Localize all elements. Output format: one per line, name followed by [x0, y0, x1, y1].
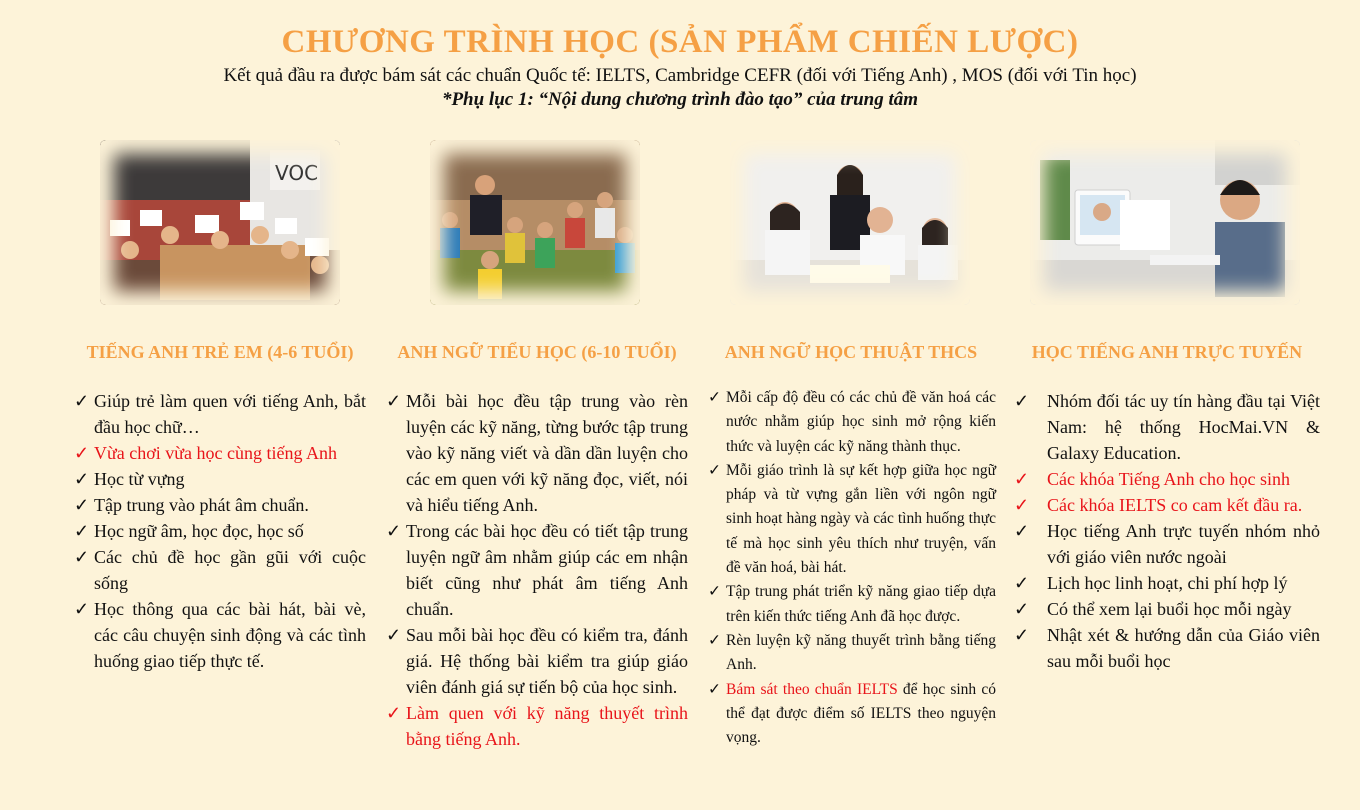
secondary-class-photo	[730, 140, 970, 305]
list-item	[386, 518, 688, 622]
list-item	[1014, 492, 1320, 518]
list-item	[74, 596, 366, 674]
appendix-note: *Phụ lục 1: “Nội dung chương trình đào tạo” của trung tâm	[441, 89, 919, 110]
highlight-text: Bám sát theo chuẩn IELTS	[726, 680, 898, 698]
list-item	[1014, 596, 1320, 622]
checkmark-icon: ✓	[708, 461, 721, 479]
list-item	[1014, 466, 1320, 492]
list-item-text: Học ngữ âm, học đọc, học số	[94, 521, 304, 541]
checkmark-icon: ✓	[1014, 391, 1030, 411]
column-heading-primary: ANH NGỮ TIỂU HỌC (6-10 TUỔI)	[397, 342, 677, 362]
list-item	[708, 459, 996, 580]
checkmark-icon: ✓	[74, 391, 90, 411]
list-item-text: Làm quen với kỹ năng thuyết trình bằng tiếng Anh.	[406, 703, 688, 749]
list-item	[386, 622, 688, 700]
list-item-text: Lịch học linh hoạt, chi phí hợp lý	[1047, 573, 1288, 593]
list-item-text: Giúp trẻ làm quen với tiếng Anh, bắt đầu học chữ…	[94, 391, 366, 437]
list-item	[74, 492, 366, 518]
page-subtitle: Kết quả đầu ra được bám sát các chuẩn Quốc tế: IELTS, Cambridge CEFR (đối với Tiếng Anh) , MOS (đối với Tin học)	[223, 65, 1137, 86]
page-title: CHƯƠNG TRÌNH HỌC (SẢN PHẨM CHIẾN LƯỢC)	[281, 24, 1079, 60]
checkmark-icon: ✓	[74, 599, 90, 619]
checkmark-icon: ✓	[708, 631, 721, 649]
checkmark-icon: ✓	[74, 443, 90, 463]
column-heading-kids: TIẾNG ANH TRẺ EM (4-6 TUỔI)	[86, 342, 354, 362]
list-item	[1014, 518, 1320, 570]
list-item	[1014, 388, 1320, 466]
list-item	[74, 388, 366, 440]
kids-class-photo	[100, 140, 340, 305]
list-item	[708, 629, 996, 678]
secondary-program-list	[708, 386, 996, 750]
list-item-text: Rèn luyện kỹ năng thuyết trình bằng tiếng Anh.	[726, 631, 996, 674]
list-item-text: Có thể xem lại buổi học mỗi ngày	[1047, 599, 1292, 619]
list-item	[1014, 622, 1320, 674]
column-heading-secondary: ANH NGỮ HỌC THUẬT THCS	[724, 342, 978, 362]
list-item-text: Mỗi giáo trình là sự kết hợp giữa học ngữ pháp và từ vựng gắn liền với ngôn ngữ sinh hoạt hàng ngày và các tình huống thực tế mà học sinh yêu thích như truyện, vấn đề văn hoá, bài hát.	[726, 461, 996, 577]
list-item-text: Trong các bài học đều có tiết tập trung luyện ngữ âm nhằm giúp các em nhận biết cũng như phát âm tiếng Anh chuẩn.	[406, 521, 688, 619]
column-heading-online: HỌC TIẾNG ANH TRỰC TUYẾN	[1031, 342, 1303, 362]
primary-program-list	[386, 388, 688, 752]
list-item-text: Mỗi cấp độ đều có các chủ đề văn hoá các nước nhằm giúp học sinh mở rộng kiến thức và luyện các kỹ năng thành thục.	[726, 389, 996, 455]
checkmark-icon: ✓	[386, 521, 402, 541]
list-item	[74, 544, 366, 596]
checkmark-icon: ✓	[708, 389, 721, 406]
checkmark-icon: ✓	[1014, 625, 1030, 645]
checkmark-icon: ✓	[1014, 573, 1030, 593]
list-item-text: Vừa chơi vừa học cùng tiếng Anh	[94, 443, 337, 463]
list-item	[708, 386, 996, 459]
checkmark-icon: ✓	[708, 583, 721, 601]
kids-program-list	[74, 388, 366, 674]
checkmark-icon: ✓	[1014, 495, 1030, 515]
list-item	[74, 518, 366, 544]
list-item-text: Nhật xét & hướng dẫn của Giáo viên sau mỗi buổi học	[1047, 625, 1320, 671]
checkmark-icon: ✓	[74, 521, 90, 541]
list-item	[74, 466, 366, 492]
list-item	[708, 580, 996, 629]
list-item-text: Sau mỗi bài học đều có kiểm tra, đánh giá. Hệ thống bài kiểm tra giúp giáo viên đánh giá sự tiến bộ của học sinh.	[406, 625, 688, 697]
list-item	[74, 440, 366, 466]
list-item-text: Nhóm đối tác uy tín hàng đầu tại Việt Nam: hệ thống HocMai.VN & Galaxy Education.	[1047, 391, 1320, 463]
header	[0, 22, 1360, 112]
svg-text:VOC: VOC	[275, 161, 319, 185]
checkmark-icon: ✓	[1014, 521, 1030, 541]
list-item	[708, 678, 996, 751]
online-program-list	[1014, 388, 1320, 674]
list-item-text: Tập trung vào phát âm chuẩn.	[94, 495, 309, 515]
online-class-photo	[1030, 140, 1300, 305]
checkmark-icon: ✓	[386, 703, 402, 723]
list-item	[386, 700, 688, 752]
list-item-text: Học từ vựng	[94, 469, 185, 489]
checkmark-icon: ✓	[74, 469, 90, 489]
list-item	[386, 388, 688, 518]
list-item-text: Mỗi bài học đều tập trung vào rèn luyện các kỹ năng, từng bước tập trung vào kỹ năng viết và dần dần luyện cho các em quen với kỹ năng đọc, viết, nói và hiểu tiếng Anh.	[406, 391, 688, 515]
checkmark-icon: ✓	[74, 495, 90, 515]
checkmark-icon: ✓	[74, 547, 90, 567]
primary-class-photo	[430, 140, 640, 305]
checkmark-icon: ✓	[1014, 469, 1030, 489]
checkmark-icon: ✓	[386, 391, 402, 411]
list-item-text: Học tiếng Anh trực tuyến nhóm nhỏ với giáo viên nước ngoài	[1047, 521, 1320, 567]
checkmark-icon: ✓	[1014, 599, 1030, 619]
checkmark-icon: ✓	[708, 680, 721, 698]
list-item-text: để học sinh có thể đạt được điểm số IELTS theo nguyện vọng.	[726, 680, 996, 747]
list-item-text: Các chủ đề học gần gũi với cuộc sống	[94, 547, 366, 593]
checkmark-icon: ✓	[386, 625, 402, 645]
list-item	[1014, 570, 1320, 596]
list-item-text: Các khóa IELTS co cam kết đầu ra.	[1047, 495, 1303, 515]
list-item-text: Học thông qua các bài hát, bài vè, các câu chuyện sinh động và các tình huống giao tiếp thực tế.	[94, 599, 366, 671]
list-item-text: Tập trung phát triển kỹ năng giao tiếp dựa trên kiến thức tiếng Anh đã học được.	[726, 583, 996, 625]
list-item-text: Các khóa Tiếng Anh cho học sinh	[1047, 469, 1290, 489]
